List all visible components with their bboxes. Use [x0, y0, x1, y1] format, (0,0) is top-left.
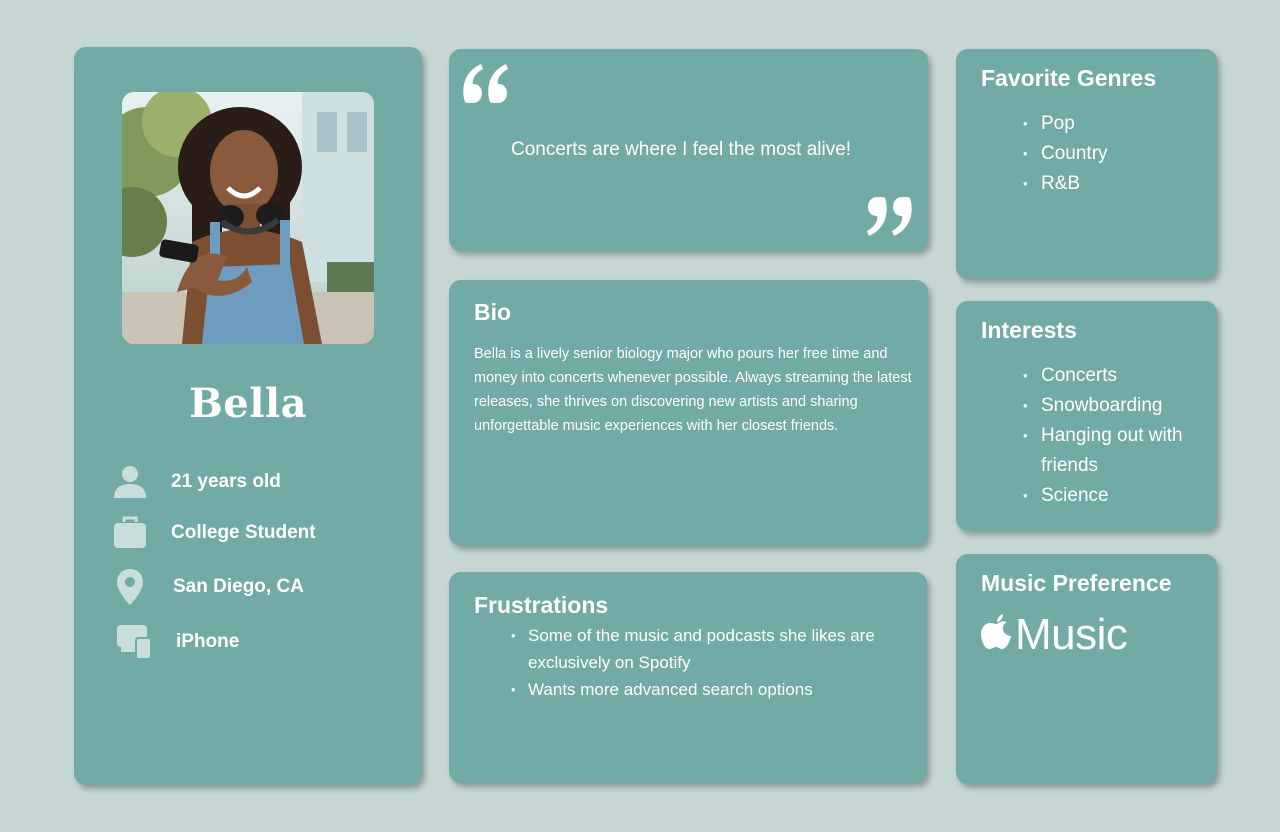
frustrations-title: Frustrations	[474, 592, 609, 618]
fact-occupation-label: College Student	[171, 522, 316, 543]
quote-card	[449, 49, 928, 251]
fact-age	[110, 462, 281, 502]
list-item: • Country	[1041, 139, 1201, 169]
list-item: • Pop	[1041, 109, 1201, 139]
music-logo-text: Music	[1015, 610, 1128, 659]
list-item: • Wants more advanced search options	[528, 676, 913, 703]
genres-title: Favorite Genres	[981, 65, 1157, 91]
briefcase-icon	[110, 513, 150, 553]
fact-location	[110, 567, 304, 607]
interests-title: Interests	[981, 317, 1077, 343]
list-item: • R&B	[1041, 169, 1201, 199]
list-item: • Science	[1041, 481, 1201, 511]
interests-card	[956, 301, 1217, 531]
profile-photo	[122, 92, 374, 344]
list-item: • Concerts	[1041, 361, 1201, 391]
interests-list	[1041, 361, 1201, 511]
list-item: • Some of the music and podcasts she likes are exclusively on Spotify	[528, 622, 913, 676]
list-item: • Hanging out with friends	[1041, 421, 1201, 481]
list-item: • Snowboarding	[1041, 391, 1201, 421]
bio-text: Bella is a lively senior biology major who pours her free time and money into concerts whenever possible. Always streaming the latest releases, she thrives on discovering new artists and sharing unforgettable music experiences with her closest friends.	[474, 346, 912, 434]
bio-title: Bio	[474, 299, 512, 325]
close-quote-icon	[866, 196, 914, 243]
fact-device-label: iPhone	[176, 631, 240, 652]
location-pin-icon	[110, 567, 150, 607]
fact-location-label: San Diego, CA	[173, 576, 304, 597]
apple-icon	[981, 614, 1013, 657]
music-preference-card	[956, 554, 1217, 784]
apple-music-logo	[981, 610, 1127, 660]
frustrations-card	[449, 572, 927, 783]
devices-icon	[114, 622, 154, 662]
profile-card	[74, 47, 422, 785]
person-icon	[110, 462, 150, 502]
persona-name: Bella	[188, 380, 308, 427]
music-preference-title: Music Preference	[981, 570, 1172, 596]
fact-age-label: 21 years old	[171, 471, 281, 492]
bio-card	[449, 280, 928, 546]
quote-text: Concerts are where I feel the most alive!	[511, 139, 852, 160]
fact-device	[110, 622, 239, 662]
genres-card	[956, 49, 1217, 279]
fact-occupation	[110, 513, 316, 553]
open-quote-icon	[461, 62, 509, 109]
genres-list	[1041, 109, 1201, 199]
frustrations-list	[528, 622, 913, 703]
